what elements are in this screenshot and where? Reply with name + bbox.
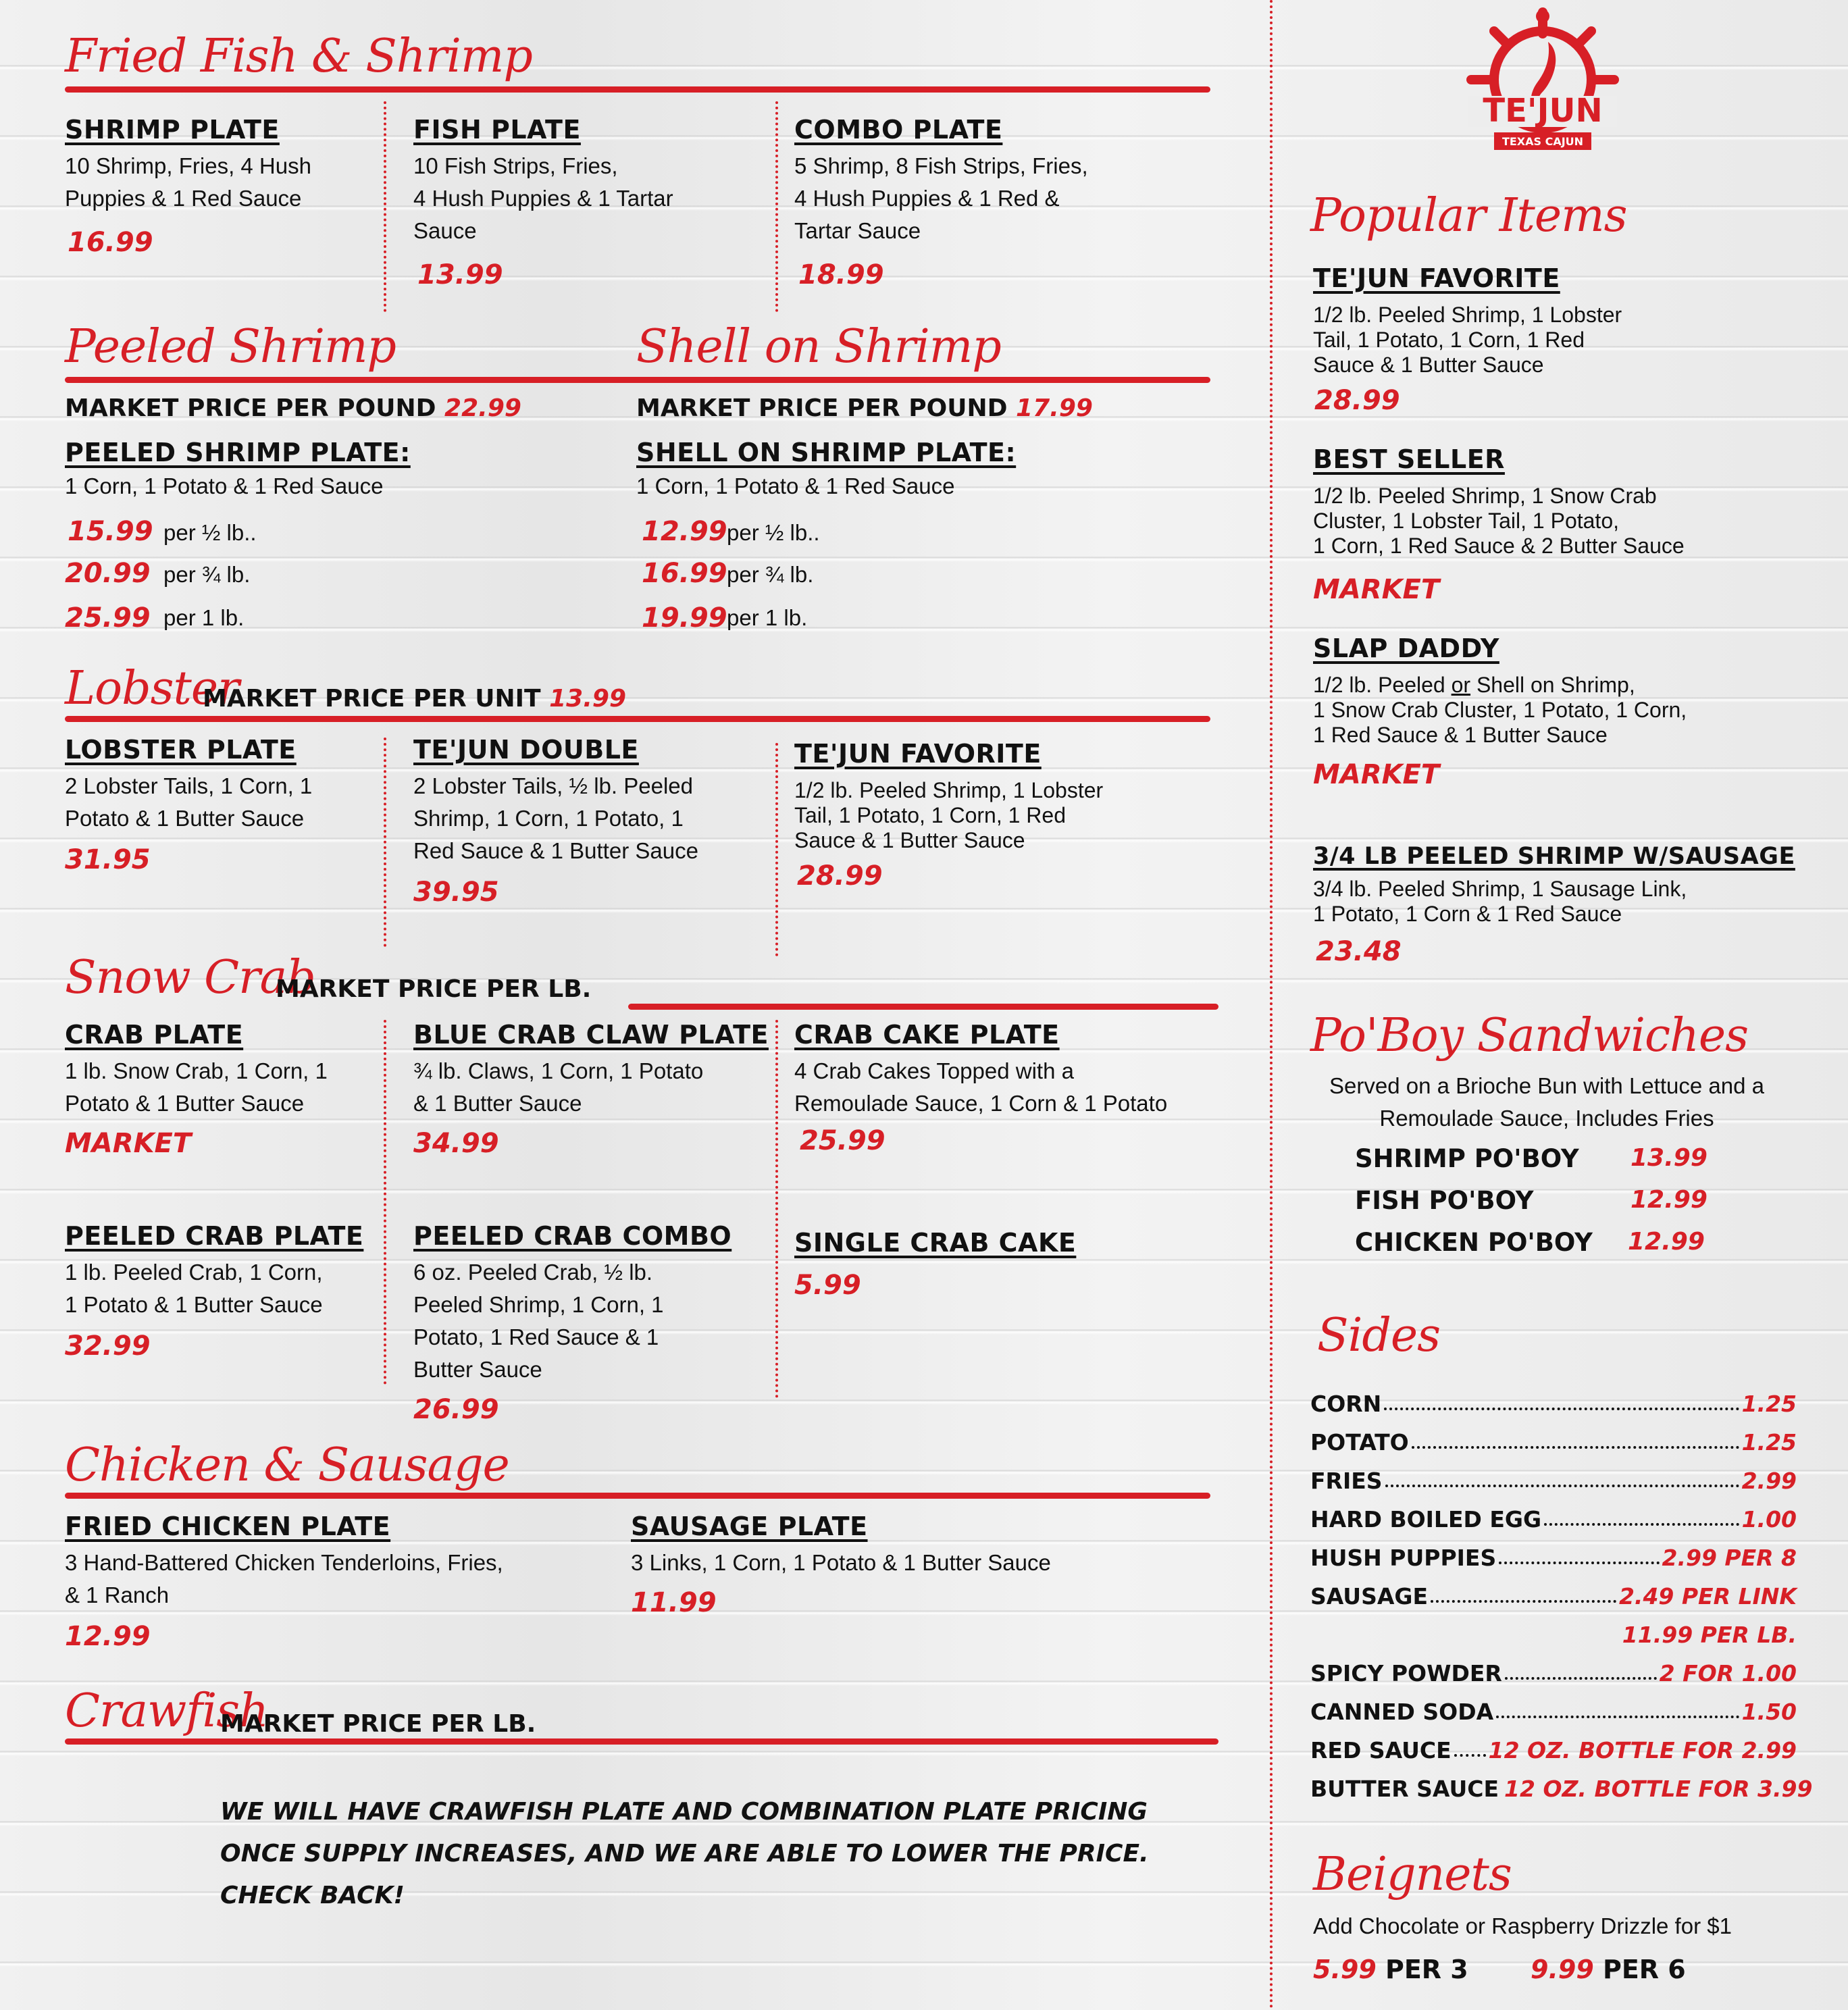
section-title-sides: Sides — [1317, 1309, 1440, 1362]
desc-line: 1 Corn, 1 Red Sauce & 2 Butter Sauce — [1313, 534, 1685, 558]
desc-line: 3 Links, 1 Corn, 1 Potato & 1 Butter Sauce — [631, 1550, 1051, 1575]
side-item — [1310, 1576, 1797, 1609]
desc-fragment: or — [1451, 673, 1471, 697]
item-price: MARKET — [1313, 759, 1440, 790]
side-item — [1310, 1730, 1797, 1763]
desc-line: 6 oz. Peeled Crab, ½ lb. — [413, 1260, 653, 1285]
desc-line: 1 lb. Snow Crab, 1 Corn, 1 — [65, 1058, 328, 1083]
desc-line: Tartar Sauce — [794, 218, 921, 243]
side-price: 1.00 — [1741, 1506, 1797, 1532]
side-name: CORN — [1310, 1391, 1382, 1417]
desc-line: 1 Potato & 1 Butter Sauce — [65, 1292, 323, 1317]
size-unit: per 1 lb. — [163, 605, 245, 630]
logo-wordmark: TE'JUN — [1483, 92, 1603, 130]
market-label: MARKET PRICE PER LB. — [276, 975, 592, 1003]
side-name: HARD BOILED EGG — [1310, 1506, 1542, 1532]
side-item — [1310, 1383, 1797, 1417]
item-price: MARKET — [1313, 574, 1440, 605]
section-title-snowcrab: Snow Crab — [65, 951, 315, 1004]
desc-line: Potato & 1 Butter Sauce — [65, 806, 305, 831]
desc-line: 2 Lobster Tails, ½ lb. Peeled — [413, 773, 693, 798]
market-price: 13.99 — [549, 685, 626, 713]
leader-dots — [1454, 1754, 1486, 1757]
market-price-line — [203, 685, 626, 713]
leader-dots — [1499, 1562, 1659, 1564]
item-description — [65, 1256, 323, 1321]
item-name: COMBO PLATE — [794, 115, 1003, 145]
item-description — [65, 1547, 503, 1612]
size-price: 25.99 — [65, 602, 151, 634]
desc-fragment: Shell on Shrimp, — [1470, 673, 1635, 697]
item-description — [1313, 877, 1687, 927]
leader-dots — [1496, 1716, 1739, 1718]
item-description — [794, 150, 1088, 247]
desc-line: & 1 Ranch — [65, 1582, 170, 1607]
item-price: 28.99 — [1314, 385, 1400, 416]
desc-line: 10 Shrimp, Fries, 4 Hush — [65, 153, 311, 178]
item-divider — [775, 1020, 778, 1398]
item-name: TE'JUN FAVORITE — [1313, 263, 1560, 293]
item-price: 34.99 — [413, 1128, 499, 1159]
item-name: BLUE CRAB CLAW PLATE — [413, 1020, 769, 1050]
item-price: 11.99 — [631, 1587, 717, 1618]
desc-line: 10 Fish Strips, Fries, — [413, 153, 618, 178]
desc-fragment: 1/2 lb. Peeled — [1313, 673, 1452, 697]
section-title-poboy: Po'Boy Sandwiches — [1310, 1009, 1748, 1062]
side-price: 1.50 — [1741, 1699, 1797, 1725]
item-price: 16.99 — [68, 227, 153, 258]
side-price: 2.99 PER 8 — [1662, 1545, 1797, 1571]
market-label: MARKET PRICE PER POUND — [65, 394, 436, 422]
size-price: 19.99 — [642, 602, 727, 634]
size-unit: per ¾ lb. — [163, 562, 251, 587]
desc-line: 1 lb. Peeled Crab, 1 Corn, — [65, 1260, 323, 1285]
size-unit: per ½ lb.. — [727, 520, 820, 545]
item-description — [1313, 673, 1687, 748]
item-description — [1313, 484, 1685, 559]
desc-line: Tail, 1 Potato, 1 Corn, 1 Red — [794, 803, 1066, 827]
item-name: TE'JUN FAVORITE — [794, 739, 1042, 769]
side-name: FRIES — [1310, 1468, 1383, 1494]
side-price: 2.49 PER LINK — [1618, 1583, 1797, 1609]
market-label: MARKET PRICE PER UNIT — [203, 685, 541, 713]
side-item — [1310, 1499, 1797, 1532]
desc-line: 3 Hand-Battered Chicken Tenderloins, Fries, — [65, 1550, 503, 1575]
desc-line: Sauce & 1 Butter Sauce — [794, 828, 1025, 852]
item-name: PEELED CRAB PLATE — [65, 1221, 364, 1251]
market-price: 17.99 — [1016, 394, 1093, 422]
side-item — [1310, 1653, 1797, 1686]
beignet-option — [1313, 1955, 1468, 1984]
crawfish-notice — [220, 1791, 1149, 1917]
poboy-price: 12.99 — [1628, 1228, 1705, 1256]
item-name: 3/4 LB PEELED SHRIMP W/SAUSAGE — [1313, 843, 1795, 870]
leader-dots — [1544, 1523, 1739, 1526]
desc-line: 1 Snow Crab Cluster, 1 Potato, 1 Corn, — [1313, 698, 1687, 722]
desc-line: 1/2 lb. Peeled Shrimp, 1 Snow Crab — [1313, 484, 1657, 508]
column-divider — [1270, 0, 1273, 2010]
desc-line: Potato, 1 Red Sauce & 1 — [413, 1324, 659, 1349]
desc-line: Butter Sauce — [413, 1357, 542, 1382]
beignet-option — [1531, 1955, 1686, 1984]
section-rule — [65, 86, 1210, 93]
side-item — [1310, 1768, 1813, 1802]
item-price: 28.99 — [797, 860, 883, 892]
item-name: FISH PLATE — [413, 115, 581, 145]
size-unit: per 1 lb. — [727, 605, 808, 630]
side-item — [1310, 1691, 1797, 1725]
beignet-unit: PER 3 — [1385, 1955, 1468, 1984]
item-price: 39.95 — [413, 877, 499, 908]
side-price: 2.99 — [1741, 1468, 1797, 1494]
side-name: CANNED SODA — [1310, 1699, 1494, 1725]
side-item — [1310, 1537, 1797, 1571]
desc-line: Potato & 1 Butter Sauce — [65, 1091, 305, 1116]
section-rule — [65, 377, 1210, 383]
item-price: 32.99 — [65, 1331, 151, 1362]
item-name: TE'JUN DOUBLE — [413, 735, 639, 765]
item-name: SINGLE CRAB CAKE — [794, 1228, 1077, 1258]
item-description — [413, 150, 673, 247]
item-name: BEST SELLER — [1313, 444, 1505, 474]
poboy-name: SHRIMP PO'BOY — [1355, 1144, 1579, 1173]
item-price: 31.95 — [65, 844, 151, 875]
plate-label: SHELL ON SHRIMP PLATE: — [636, 438, 1017, 467]
desc-line: 1/2 lb. Peeled Shrimp, 1 Lobster — [1313, 303, 1622, 327]
desc-line: Remoulade Sauce, 1 Corn & 1 Potato — [794, 1091, 1168, 1116]
item-divider — [384, 1020, 386, 1385]
item-price: 26.99 — [413, 1394, 499, 1425]
size-unit: per ¾ lb. — [727, 562, 814, 587]
side-price: 1.25 — [1741, 1429, 1797, 1455]
brand-logo — [1462, 7, 1624, 169]
item-description — [1313, 303, 1622, 378]
item-name: SAUSAGE PLATE — [631, 1512, 868, 1541]
item-description — [413, 1055, 703, 1120]
leader-dots — [1384, 1408, 1739, 1410]
side-price: 1.25 — [1741, 1391, 1797, 1417]
section-rule — [628, 1004, 1218, 1010]
desc-line: 3/4 lb. Peeled Shrimp, 1 Sausage Link, — [1313, 877, 1687, 901]
side-name: SPICY POWDER — [1310, 1660, 1502, 1686]
size-price: 16.99 — [642, 558, 727, 589]
size-price: 15.99 — [68, 516, 153, 547]
desc-line: Sauce & 1 Butter Sauce — [1313, 353, 1544, 377]
market-price-line — [276, 975, 591, 1003]
section-title-lobster: Lobster — [65, 662, 239, 715]
desc-line: Tail, 1 Potato, 1 Corn, 1 Red — [1313, 328, 1585, 352]
desc-line: 4 Hush Puppies & 1 Tartar — [413, 186, 673, 211]
side-item — [1310, 1422, 1797, 1455]
desc-line — [1313, 673, 1687, 698]
desc-line: Shrimp, 1 Corn, 1 Potato, 1 — [413, 806, 684, 831]
poboy-name: FISH PO'BOY — [1355, 1186, 1534, 1215]
item-name: CRAB CAKE PLATE — [794, 1020, 1060, 1050]
poboy-description — [1310, 1070, 1783, 1135]
side-item-continued — [1310, 1614, 1797, 1648]
plate-description: 1 Corn, 1 Potato & 1 Red Sauce — [636, 473, 955, 498]
desc-line: ¾ lb. Claws, 1 Corn, 1 Potato — [413, 1058, 704, 1083]
desc-line: 1/2 lb. Peeled Shrimp, 1 Lobster — [794, 778, 1104, 802]
item-divider — [384, 738, 386, 947]
desc-line: & 1 Butter Sauce — [413, 1091, 582, 1116]
desc-line: Cluster, 1 Lobster Tail, 1 Potato, — [1313, 509, 1619, 533]
size-price: 12.99 — [642, 516, 727, 547]
notice-line: ONCE SUPPLY INCREASES, AND WE ARE ABLE TO LOWER THE PRICE. — [220, 1840, 1149, 1867]
desc-line: 5 Shrimp, 8 Fish Strips, Fries, — [794, 153, 1088, 178]
poboy-price: 12.99 — [1631, 1186, 1708, 1214]
item-divider — [775, 101, 778, 312]
side-price: 12 OZ. BOTTLE FOR 3.99 — [1504, 1776, 1813, 1802]
section-rule — [65, 1738, 1218, 1745]
item-price: 18.99 — [798, 259, 884, 290]
desc-line: 1 Potato, 1 Corn & 1 Red Sauce — [1313, 902, 1622, 926]
item-description — [65, 150, 311, 215]
item-divider — [384, 101, 386, 312]
beignet-unit: PER 6 — [1603, 1955, 1686, 1984]
desc-line: Remoulade Sauce, Includes Fries — [1379, 1106, 1714, 1131]
market-price-line — [220, 1710, 536, 1738]
section-title-popular: Popular Items — [1310, 189, 1627, 242]
logo-tagline: TEXAS CAJUN — [1502, 135, 1584, 148]
item-price: 13.99 — [417, 259, 503, 290]
market-label: MARKET PRICE PER POUND — [636, 394, 1008, 422]
item-name: LOBSTER PLATE — [65, 735, 297, 765]
item-description — [413, 770, 698, 867]
item-price: 23.48 — [1316, 936, 1402, 967]
ship-wheel-icon — [1462, 7, 1624, 169]
beignets-description: Add Chocolate or Raspberry Drizzle for $1 — [1313, 1913, 1732, 1938]
section-title-beignets: Beignets — [1313, 1848, 1512, 1901]
section-title-crawfish: Crawfish — [65, 1684, 268, 1738]
desc-line: 1 Red Sauce & 1 Butter Sauce — [1313, 723, 1608, 747]
item-description — [65, 770, 312, 835]
section-rule — [65, 716, 1210, 722]
section-title-fried: Fried Fish & Shrimp — [65, 30, 532, 83]
side-name: HUSH PUPPIES — [1310, 1545, 1497, 1571]
item-price: 12.99 — [65, 1621, 151, 1652]
market-price-line — [65, 394, 521, 422]
item-price: 5.99 — [794, 1270, 861, 1301]
poboy-name: CHICKEN PO'BOY — [1355, 1228, 1593, 1257]
beignet-price: 9.99 — [1531, 1955, 1594, 1984]
market-price-line — [636, 394, 1093, 422]
item-description — [413, 1256, 664, 1386]
item-divider — [775, 743, 778, 956]
desc-line: 4 Hush Puppies & 1 Red & — [794, 186, 1060, 211]
section-title-chicken: Chicken & Sausage — [65, 1439, 509, 1492]
item-name: SLAP DADDY — [1313, 634, 1499, 663]
market-label: MARKET PRICE PER LB. — [220, 1710, 536, 1738]
desc-line: Red Sauce & 1 Butter Sauce — [413, 838, 698, 863]
section-title-peeled: Peeled Shrimp — [65, 320, 396, 373]
leader-dots — [1431, 1600, 1616, 1603]
item-description — [794, 778, 1103, 853]
notice-line: CHECK BACK! — [220, 1882, 405, 1909]
side-name: RED SAUCE — [1310, 1737, 1452, 1763]
section-rule — [65, 1493, 1210, 1499]
item-name: PEELED CRAB COMBO — [413, 1221, 732, 1251]
item-price: 25.99 — [800, 1125, 886, 1156]
size-price: 20.99 — [65, 558, 151, 589]
side-item — [1310, 1460, 1797, 1494]
poboy-price: 13.99 — [1631, 1144, 1708, 1172]
market-price: 22.99 — [444, 394, 521, 422]
desc-line: 2 Lobster Tails, 1 Corn, 1 — [65, 773, 313, 798]
side-name: BUTTER SAUCE — [1310, 1776, 1499, 1802]
section-title-shellon: Shell on Shrimp — [636, 320, 1001, 373]
item-name: SHRIMP PLATE — [65, 115, 280, 145]
item-description — [794, 1055, 1167, 1120]
notice-line: WE WILL HAVE CRAWFISH PLATE AND COMBINATION PLATE PRICING — [220, 1798, 1148, 1826]
item-price: MARKET — [65, 1128, 192, 1159]
desc-line: Served on a Brioche Bun with Lettuce and a — [1329, 1073, 1764, 1098]
desc-line: 4 Crab Cakes Topped with a — [794, 1058, 1074, 1083]
size-unit: per ½ lb.. — [163, 520, 257, 545]
item-name: FRIED CHICKEN PLATE — [65, 1512, 391, 1541]
side-price: 11.99 PER LB. — [1622, 1622, 1797, 1648]
side-price: 12 OZ. BOTTLE FOR 2.99 — [1488, 1737, 1797, 1763]
plate-label: PEELED SHRIMP PLATE: — [65, 438, 411, 467]
item-description — [65, 1055, 328, 1120]
item-description — [631, 1547, 1051, 1579]
item-name: CRAB PLATE — [65, 1020, 244, 1050]
side-price: 2 FOR 1.00 — [1659, 1660, 1797, 1686]
desc-line: Sauce — [413, 218, 477, 243]
desc-line: Puppies & 1 Red Sauce — [65, 186, 302, 211]
plate-description: 1 Corn, 1 Potato & 1 Red Sauce — [65, 473, 384, 498]
leader-dots — [1412, 1446, 1739, 1449]
leader-dots — [1505, 1677, 1657, 1680]
side-name: SAUSAGE — [1310, 1583, 1429, 1609]
side-name: POTATO — [1310, 1429, 1409, 1455]
desc-line: Peeled Shrimp, 1 Corn, 1 — [413, 1292, 664, 1317]
leader-dots — [1385, 1485, 1739, 1487]
beignet-price: 5.99 — [1313, 1955, 1377, 1984]
